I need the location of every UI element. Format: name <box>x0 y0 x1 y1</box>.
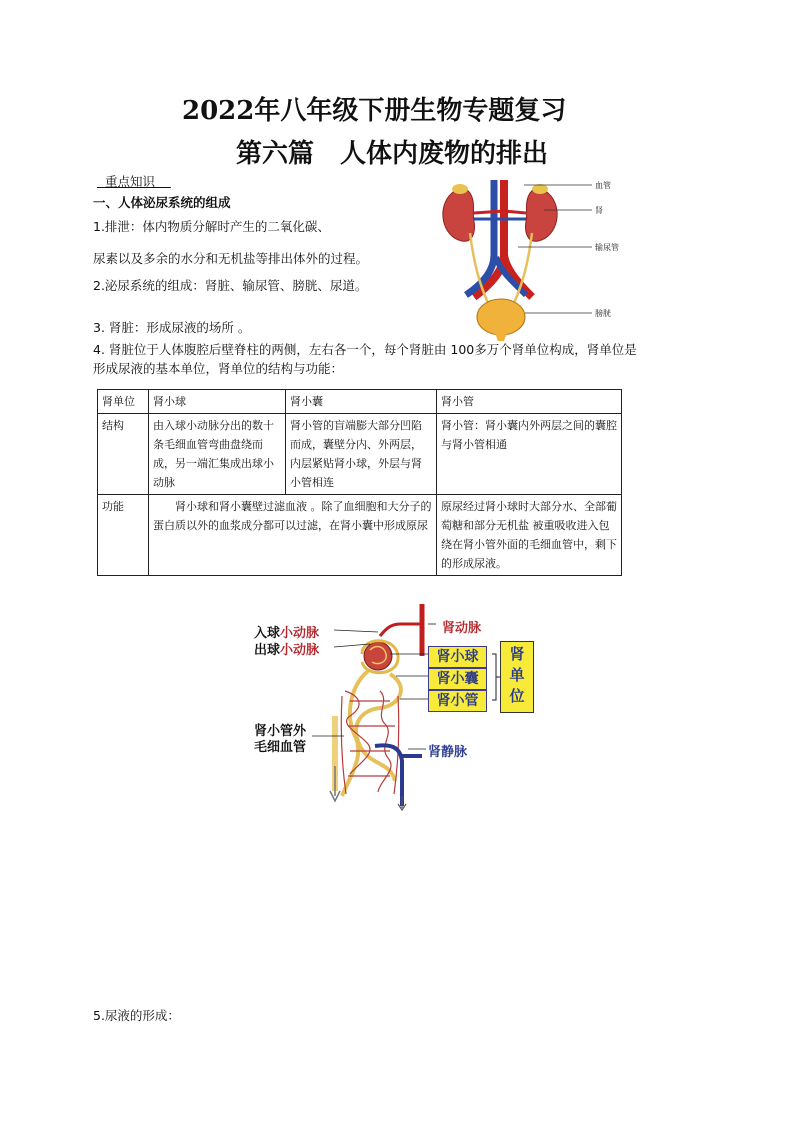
label-nephron-unit: 肾 单 位 <box>500 641 534 713</box>
para-kidney: 3. 肾脏：形成尿液的场所 。 <box>93 320 251 335</box>
para-urine-formation: 5.尿液的形成： <box>93 1008 180 1023</box>
table-cell: 肾小管：肾小囊内外两层之间的囊腔与肾小管相通 <box>437 414 622 495</box>
table-row-label: 结构 <box>98 414 149 495</box>
fig1-label-kidney: 肾 <box>595 206 603 215</box>
label-renal-tubule: 肾小管 <box>428 690 487 712</box>
label-glomerulus: 肾小球 <box>428 646 487 668</box>
fig1-label-vessel: 血管 <box>595 181 611 190</box>
para-nephron-a: 4. 肾脏位于人体腹腔后壁脊柱的两侧，左右各一个，每个肾脏由 100多万个肾单位构成，肾单位是 <box>93 342 637 357</box>
table-header-cell: 肾单位 <box>98 390 149 414</box>
para-excretion-a: 1.排泄：体内物质分解时产生的二氧化碳、 <box>93 219 330 234</box>
table-cell: 肾小管的盲端膨大部分凹陷而成，囊壁分内、外两层，内层紧贴肾小球，外层与肾小管相连 <box>286 414 437 495</box>
table-header-row <box>98 390 622 414</box>
page-subtitle: 第六篇 人体内废物的排出 <box>236 139 549 169</box>
table-row-label: 功能 <box>98 495 149 576</box>
label-renal-artery: 肾动脉 <box>442 621 482 636</box>
heading-urinary-system: 一、人体泌尿系统的组成 <box>93 195 231 210</box>
table-cell: 肾小球和肾小囊壁过滤血液 。除了血细胞和大分子的蛋白质以外的血浆成分都可以过滤，在肾小囊中形成原尿 <box>149 495 437 576</box>
table-row-structure <box>98 414 622 495</box>
label-renal-vein: 肾静脉 <box>428 745 468 760</box>
fig1-label-ureter: 输尿管 <box>595 243 619 252</box>
label-bowman-capsule: 肾小囊 <box>428 668 487 690</box>
table-cell: 由入球小动脉分出的数十条毛细血管弯曲盘绕而成，另一端汇集成出球小动脉 <box>149 414 286 495</box>
para-urinary-components: 2.泌尿系统的组成：肾脏、输尿管、膀胱、尿道。 <box>93 278 368 293</box>
nephron-table <box>97 389 622 576</box>
table-header-cell: 肾小管 <box>437 390 622 414</box>
table-header-cell: 肾小球 <box>149 390 286 414</box>
label-peritubular-capillary: 肾小管外 毛细血管 <box>254 724 307 755</box>
page-title: 2022年八年级下册生物专题复习 <box>182 96 567 126</box>
table-row-function <box>98 495 622 576</box>
para-excretion-b: 尿素以及多余的水分和无机盐等排出体外的过程。 <box>93 251 369 266</box>
label-efferent-arteriole: 出球小动脉 <box>254 643 320 658</box>
urinary-system-figure <box>440 175 630 345</box>
para-nephron-b: 形成尿液的基本单位，肾单位的结构与功能： <box>93 361 344 376</box>
label-afferent-arteriole: 入球小动脉 <box>254 626 320 641</box>
table-header-cell: 肾小囊 <box>286 390 437 414</box>
fig1-label-bladder: 膀胱 <box>595 309 611 318</box>
table-cell: 原尿经过肾小球时大部分水、全部葡萄糖和部分无机盐 被重吸收进入包绕在肾小管外面的毛细血管中，剩下的形成尿液。 <box>437 495 622 576</box>
section-key-knowledge: 重点知识 <box>104 174 155 189</box>
